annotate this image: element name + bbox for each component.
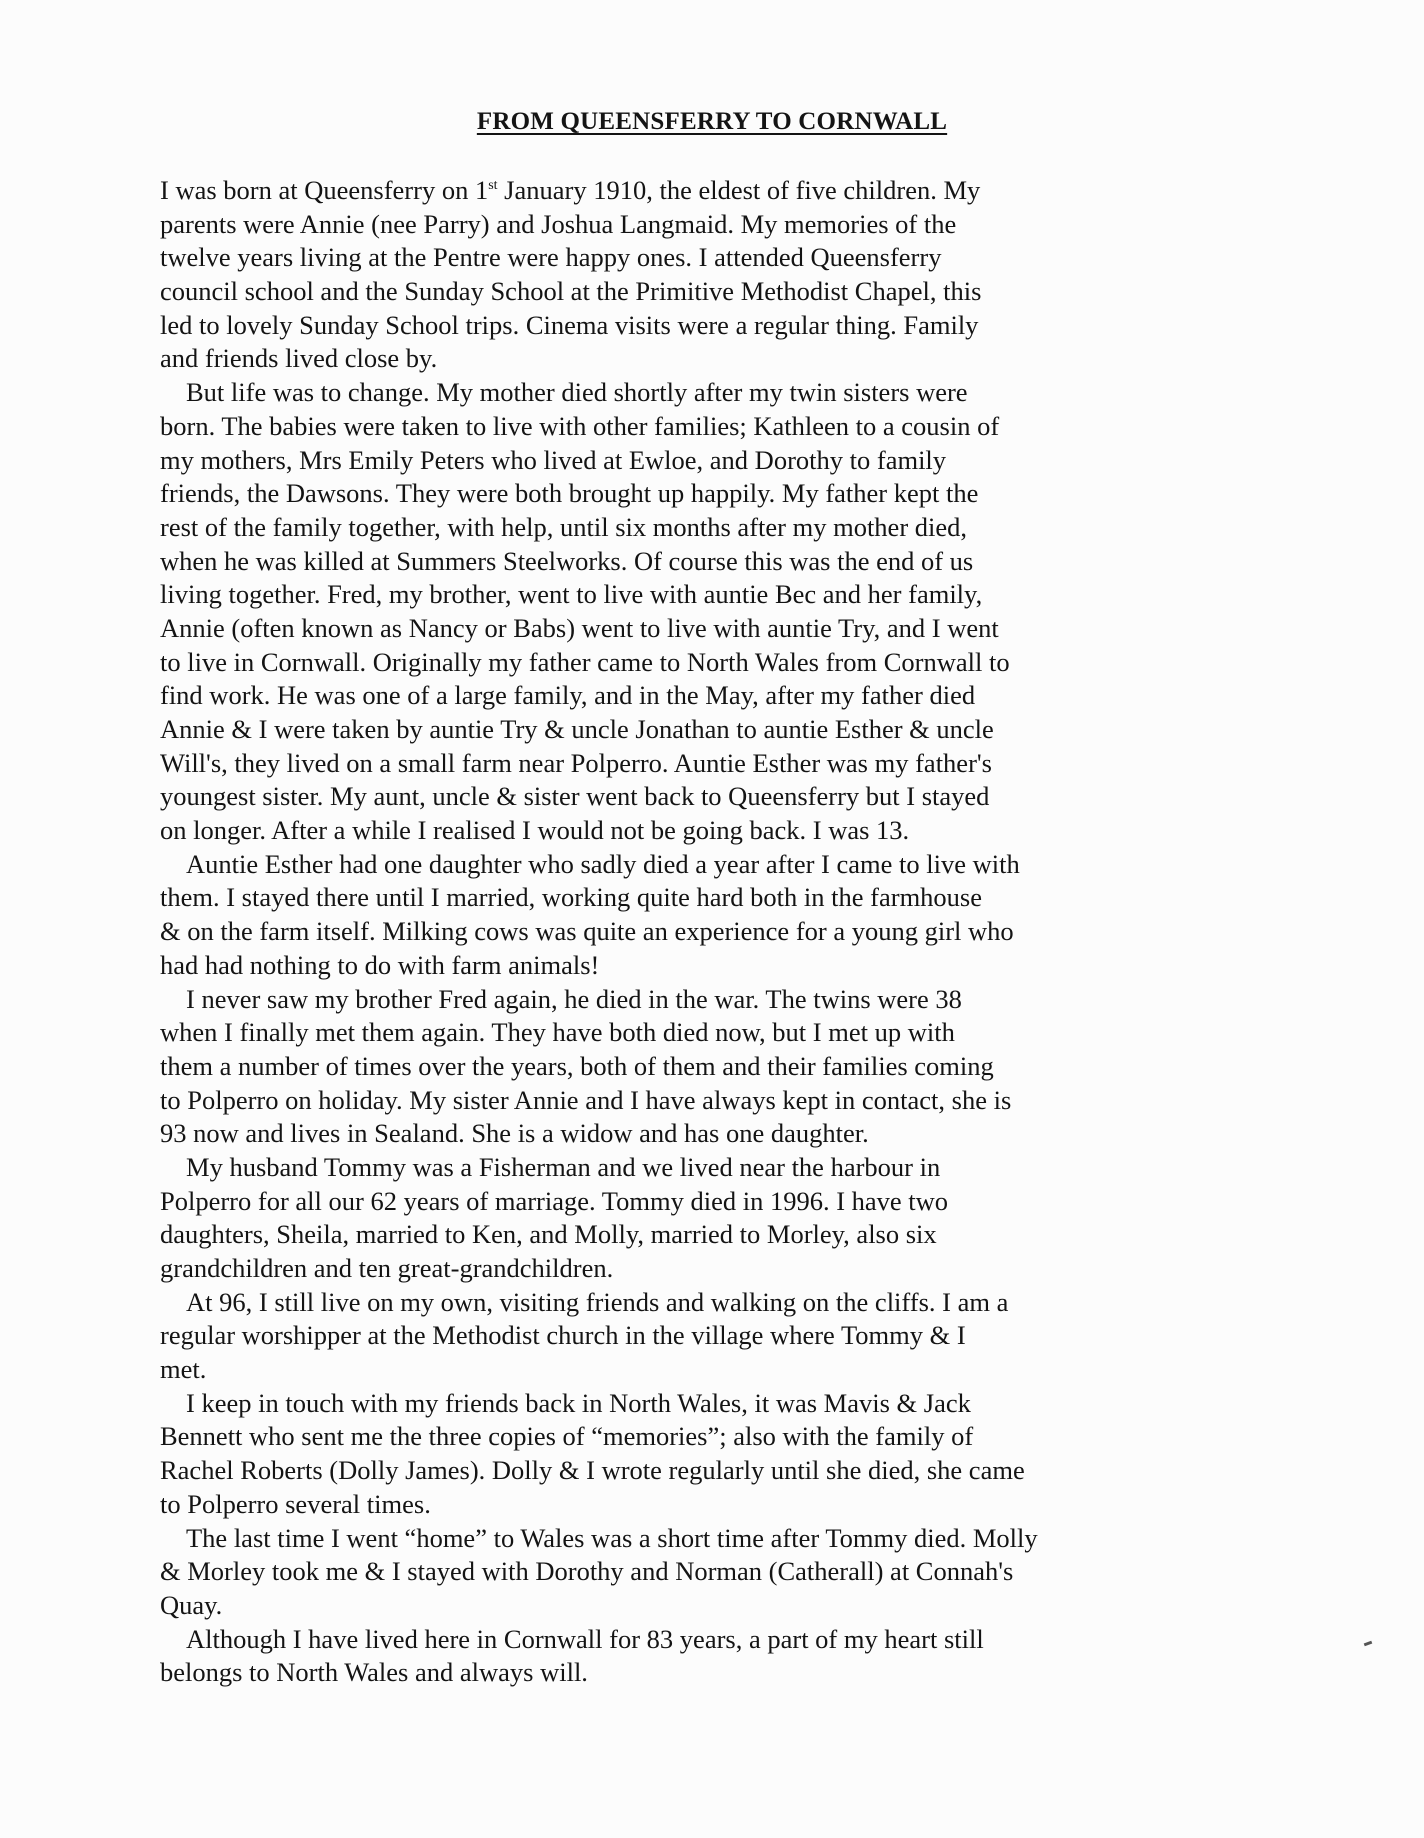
text-line [160, 814, 1280, 848]
line-text: & on the farm itself. Milking cows was quite an experience for a young girl who [160, 916, 1014, 947]
text-line [160, 1387, 1280, 1421]
text-line [160, 1151, 1280, 1185]
text-line [160, 1420, 1280, 1454]
text-line [160, 208, 1280, 242]
line-text: twelve years living at the Pentre were happy ones. I attended Queensferry [160, 242, 942, 273]
text-line [160, 1084, 1280, 1118]
line-text: I keep in touch with my friends back in North Wales, it was Mavis & Jack [186, 1387, 971, 1418]
text-line [160, 780, 1280, 814]
text-line [160, 1522, 1280, 1556]
line-text: to Polperro on holiday. My sister Annie and I have always kept in contact, she is [160, 1084, 1012, 1115]
title-text: FROM QUEENSFERRY TO CORNWALL [476, 108, 948, 135]
line-text: living together. Fred, my brother, went to live with auntie Bec and her family, [160, 579, 983, 610]
line-text: Rachel Roberts (Dolly James). Dolly & I wrote regularly until she died, she came [160, 1455, 1025, 1486]
text-line [160, 1319, 1280, 1353]
document-body [160, 174, 1280, 1690]
line-text: & Morley took me & I stayed with Dorothy and Norman (Catherall) at Connah's [160, 1556, 1014, 1587]
line-text: The last time I went “home” to Wales was a short time after Tommy died. Molly [186, 1522, 1038, 1553]
line-text: grandchildren and ten great-grandchildren. [160, 1253, 614, 1283]
line-text: Polperro for all our 62 years of marriage. Tommy died in 1996. I have two [160, 1185, 949, 1216]
document-title [0, 108, 1424, 136]
text-line [160, 1218, 1280, 1252]
text-line [160, 747, 1280, 781]
line-text: Annie & I were taken by auntie Try & uncle Jonathan to auntie Esther & uncle [160, 714, 994, 744]
line-text: regular worshipper at the Methodist church in the village where Tommy & I [160, 1320, 966, 1351]
text-line [160, 881, 1280, 915]
ordinal-suffix: st [488, 178, 498, 194]
line-text: find work. He was one of a large family, and in the May, after my father died [160, 680, 976, 711]
line-text: But life was to change. My mother died shortly after my twin sisters were [186, 377, 968, 408]
line-text: when he was killed at Summers Steelworks. Of course this was the end of us [160, 545, 974, 576]
text-line [160, 477, 1280, 511]
text-line [160, 1454, 1280, 1488]
text-line [160, 713, 1280, 747]
text-line [160, 646, 1280, 680]
text-line [160, 848, 1280, 882]
text-line [160, 679, 1280, 713]
line-text: Quay. [160, 1589, 223, 1620]
text-line [160, 578, 1280, 612]
line-text: Will's, they lived on a small farm near Polperro. Auntie Esther was my father's [160, 747, 992, 778]
text-line [160, 410, 1280, 444]
line-text: when I finally met them again. They have both died now, but I met up with [160, 1017, 955, 1048]
text-line [160, 1286, 1280, 1320]
text-line [160, 376, 1280, 410]
line-text: friends, the Dawsons. They were both brought up happily. My father kept the [160, 478, 979, 509]
line-text: My husband Tommy was a Fisherman and we lived near the harbour in [186, 1151, 941, 1182]
line-text: parents were Annie (nee Parry) and Joshua Langmaid. My memories of the [160, 208, 957, 239]
line-text: to live in Cornwall. Originally my father came to North Wales from Cornwall to [160, 646, 1010, 677]
line-text: had had nothing to do with farm animals! [160, 949, 600, 980]
text-line [160, 1050, 1280, 1084]
text-line [160, 1589, 1280, 1623]
line-text: on longer. After a while I realised I would not be going back. I was 13. [160, 815, 910, 846]
line-text-rest: January 1910, the eldest of five children. My [497, 175, 981, 205]
text-line [160, 174, 1280, 208]
line-text: born. The babies were taken to live with other families; Kathleen to a cousin of [160, 410, 1000, 441]
line-text: I never saw my brother Fred again, he died in the war. The twins were 38 [186, 983, 962, 1014]
text-line [160, 1623, 1280, 1657]
line-text: Although I have lived here in Cornwall for 83 years, a part of my heart still [186, 1623, 984, 1654]
text-line [160, 949, 1280, 983]
line-text: my mothers, Mrs Emily Peters who lived at Ewloe, and Dorothy to family [160, 444, 947, 475]
text-line [160, 241, 1280, 275]
line-text: rest of the family together, with help, until six months after my mother died, [160, 511, 968, 542]
scan-smudge [1364, 1641, 1373, 1647]
text-line [160, 511, 1280, 545]
text-line [160, 342, 1280, 376]
line-text: 93 now and lives in Sealand. She is a widow and has one daughter. [160, 1118, 869, 1149]
line-text: and friends lived close by. [160, 343, 438, 374]
line-text: council school and the Sunday School at the Primitive Methodist Chapel, this [160, 276, 982, 307]
text-line [160, 545, 1280, 579]
line-text: Auntie Esther had one daughter who sadly died a year after I came to live with [186, 848, 1020, 879]
line-text: I was born at Queensferry on 1 [160, 175, 489, 205]
text-line [160, 1488, 1280, 1522]
text-line [160, 1016, 1280, 1050]
text-line [160, 275, 1280, 309]
text-line [160, 1656, 1280, 1690]
text-line [160, 612, 1280, 646]
text-line [160, 915, 1280, 949]
text-line [160, 444, 1280, 478]
line-text: to Polperro several times. [160, 1488, 431, 1519]
text-line [160, 983, 1280, 1017]
line-text: them a number of times over the years, both of them and their families coming [160, 1050, 994, 1081]
text-line [160, 1353, 1280, 1387]
text-line [160, 309, 1280, 343]
line-text: met. [160, 1354, 207, 1385]
line-text: youngest sister. My aunt, uncle & sister went back to Queensferry but I stayed [160, 781, 990, 812]
line-text: Bennett who sent me the three copies of “memories”; also with the family of [160, 1421, 974, 1452]
line-text: daughters, Sheila, married to Ken, and Molly, married to Morley, also six [160, 1219, 937, 1250]
line-text: At 96, I still live on my own, visiting friends and walking on the cliffs. I am a [186, 1286, 1009, 1317]
text-line [160, 1185, 1280, 1219]
line-text: them. I stayed there until I married, working quite hard both in the farmhouse [160, 882, 983, 913]
line-text: Annie (often known as Nancy or Babs) went to live with auntie Try, and I went [160, 612, 999, 643]
text-line [160, 1117, 1280, 1151]
line-text: belongs to North Wales and always will. [160, 1657, 588, 1688]
text-line [160, 1555, 1280, 1589]
text-line [160, 1252, 1280, 1286]
line-text: led to lovely Sunday School trips. Cinema visits were a regular thing. Family [160, 309, 979, 340]
